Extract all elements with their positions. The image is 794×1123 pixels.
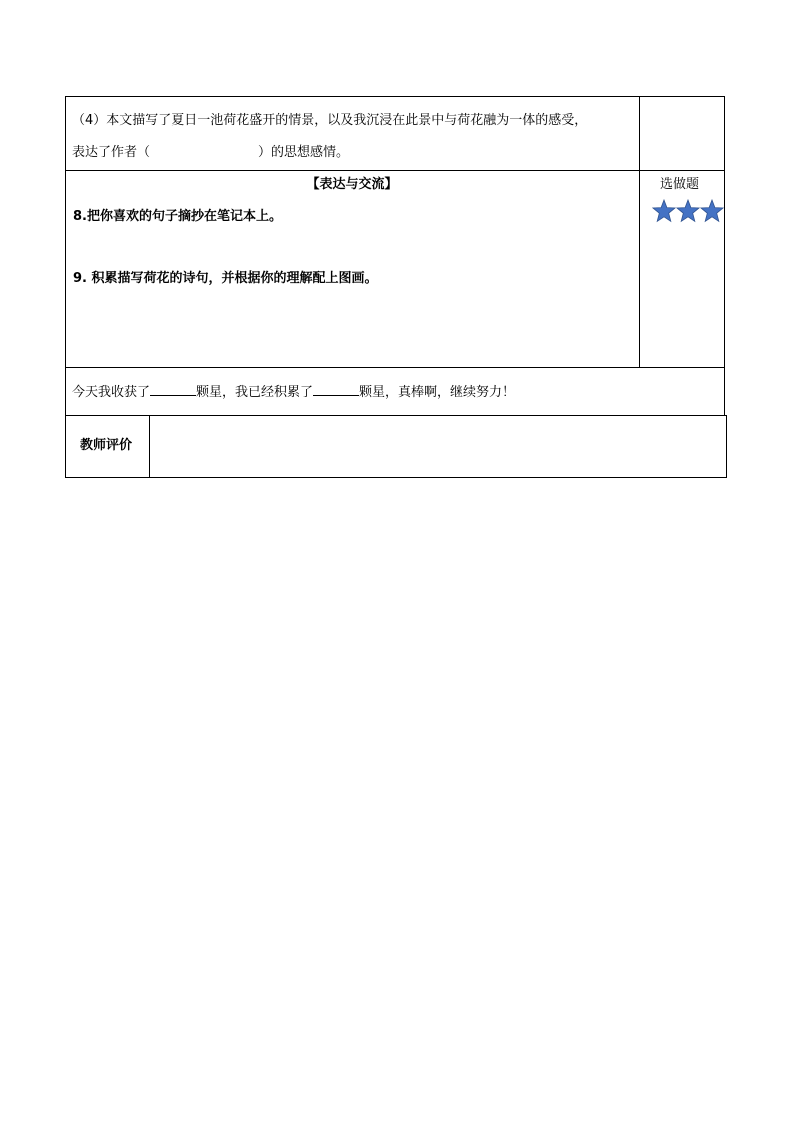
table-bottom-border <box>65 477 727 478</box>
table-top-border <box>65 96 725 97</box>
star-icon <box>700 199 724 223</box>
star-summary <box>72 383 515 401</box>
summary-part-2: 颗星，我已经积累了 <box>196 385 314 400</box>
table-right-border-upper <box>724 96 725 416</box>
summary-part-3: 颗星，真棒啊，继续努力！ <box>359 385 516 400</box>
question-8: 8.把你喜欢的句子摘抄在笔记本上。 <box>73 209 282 224</box>
stars-accumulated-blank[interactable] <box>313 383 359 396</box>
q4-line-2 <box>72 145 349 161</box>
optional-question-label: 选做题 <box>660 177 700 192</box>
row-divider-1 <box>65 170 725 171</box>
star-icon <box>652 199 676 223</box>
star-column-divider <box>639 96 640 368</box>
summary-part-1: 今天我收获了 <box>72 385 151 400</box>
teacher-evaluation-area[interactable] <box>150 416 726 477</box>
q4-line-2-prefix: 表达了作者（ <box>72 145 151 160</box>
table-right-border-lower <box>726 415 727 478</box>
difficulty-stars <box>652 199 724 223</box>
q4-line-2-suffix: ）的思想感情。 <box>258 145 350 160</box>
table-left-border <box>65 96 66 478</box>
question-9: 9. 积累描写荷花的诗句，并根据你的理解配上图画。 <box>73 271 378 286</box>
star-icon <box>676 199 700 223</box>
row-divider-2 <box>65 367 725 368</box>
teacher-evaluation-label: 教师评价 <box>80 438 133 453</box>
q4-line-1: （4）本文描写了夏日一池荷花盛开的情景，以及我沉浸在此景中与荷花融为一体的感受， <box>72 113 588 128</box>
stars-earned-blank[interactable] <box>150 383 196 396</box>
expression-heading: 【表达与交流】 <box>306 177 398 192</box>
